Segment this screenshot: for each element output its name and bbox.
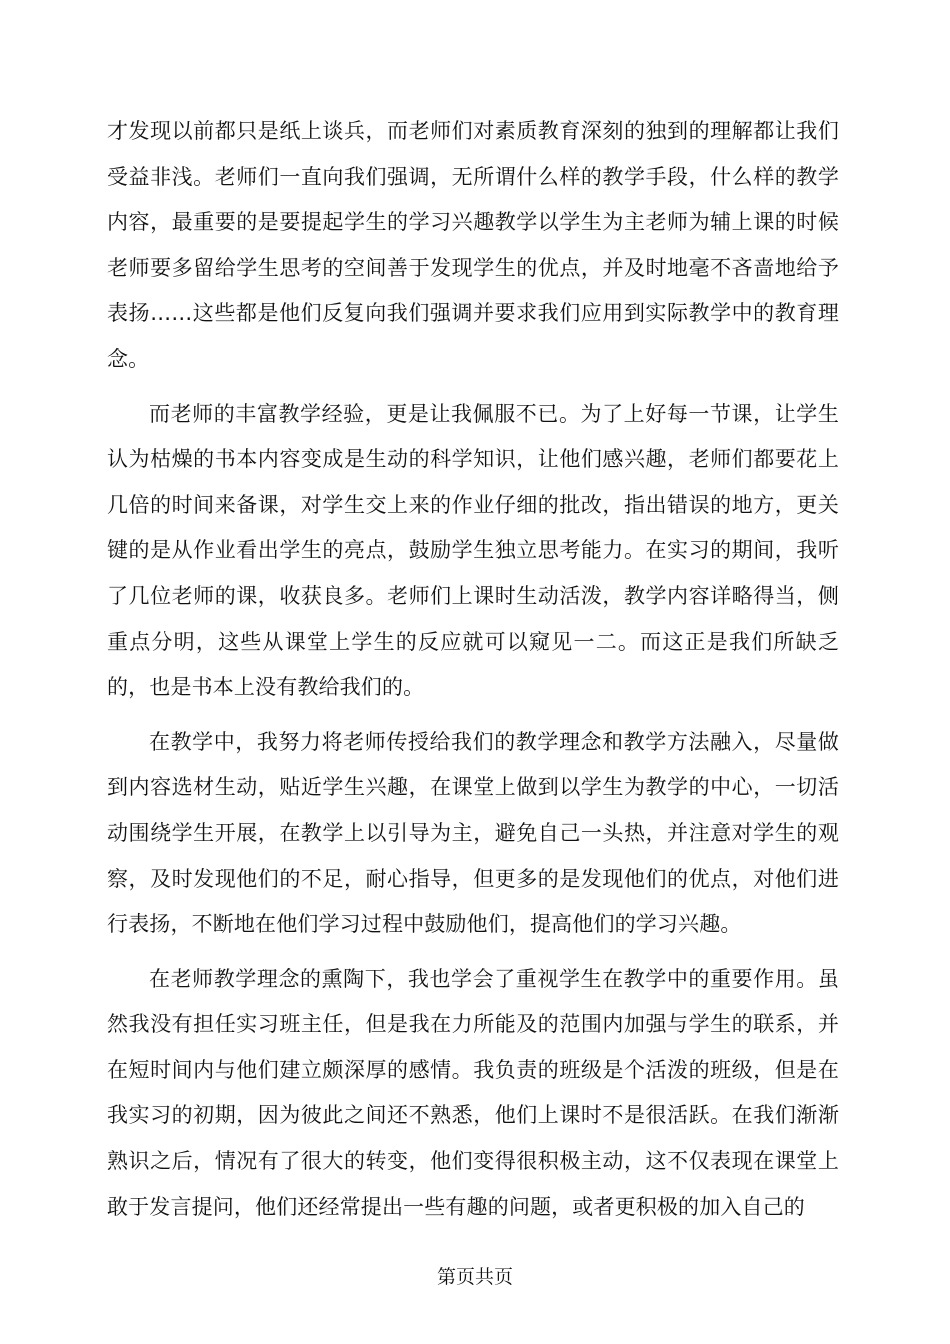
page-footer: 第页共页	[436, 1266, 513, 1288]
paragraph-4: 在老师教学理念的熏陶下，我也学会了重视学生在教学中的重要作用。虽然我没有担任实习班主任，但是我在力所能及的范围内加强与学生的联系，并在短时间内与他们建立颇深厚的感情。我负责的班级是个活泼的班级，但是在我实习的初期，因为彼此之间还不熟悉，他们上课时不是很活跃。在我们渐渐熟识之后，情况有了很大的转变，他们变得很积极主动，这不仅表现在课堂上敢于发言提问，他们还经常提出一些有趣的问题，或者更积极的加入自己的	[107, 966, 839, 1219]
body-text	[107, 109, 839, 1239]
paragraph-2: 而老师的丰富教学经验，更是让我佩服不已。为了上好每一节课，让学生认为枯燥的书本内容变成是生动的科学知识，让他们感兴趣，老师们都要花上几倍的时间来备课，对学生交上来的作业仔细的批改，指出错误的地方，更关键的是从作业看出学生的亮点，鼓励学生独立思考能力。在实习的期间，我听了几位老师的课，收获良多。老师们上课时生动活泼，教学内容详略得当，侧重点分明，这些从课堂上学生的反应就可以窥见一二。而这正是我们所缺乏的，也是书本上没有教给我们的。	[107, 401, 839, 700]
paragraph-3: 在教学中，我努力将老师传授给我们的教学理念和教学方法融入，尽量做到内容选材生动，贴近学生兴趣，在课堂上做到以学生为教学的中心，一切活动围绕学生开展，在教学上以引导为主，避免自己一头热，并注意对学生的观察，及时发现他们的不足，耐心指导，但更多的是发现他们的优点，对他们进行表扬，不断地在他们学习过程中鼓励他们，提高他们的学习兴趣。	[107, 729, 839, 937]
paragraph-1: 才发现以前都只是纸上谈兵，而老师们对素质教育深刻的独到的理解都让我们受益非浅。老师们一直向我们强调，无所谓什么样的教学手段，什么样的教学内容，最重要的是要提起学生的学习兴趣教学以学生为主老师为辅上课的时候老师要多留给学生思考的空间善于发现学生的优点，并及时地毫不吝啬地给予表扬……这些都是他们反复向我们强调并要求我们应用到实际教学中的教育理念。	[107, 119, 839, 371]
